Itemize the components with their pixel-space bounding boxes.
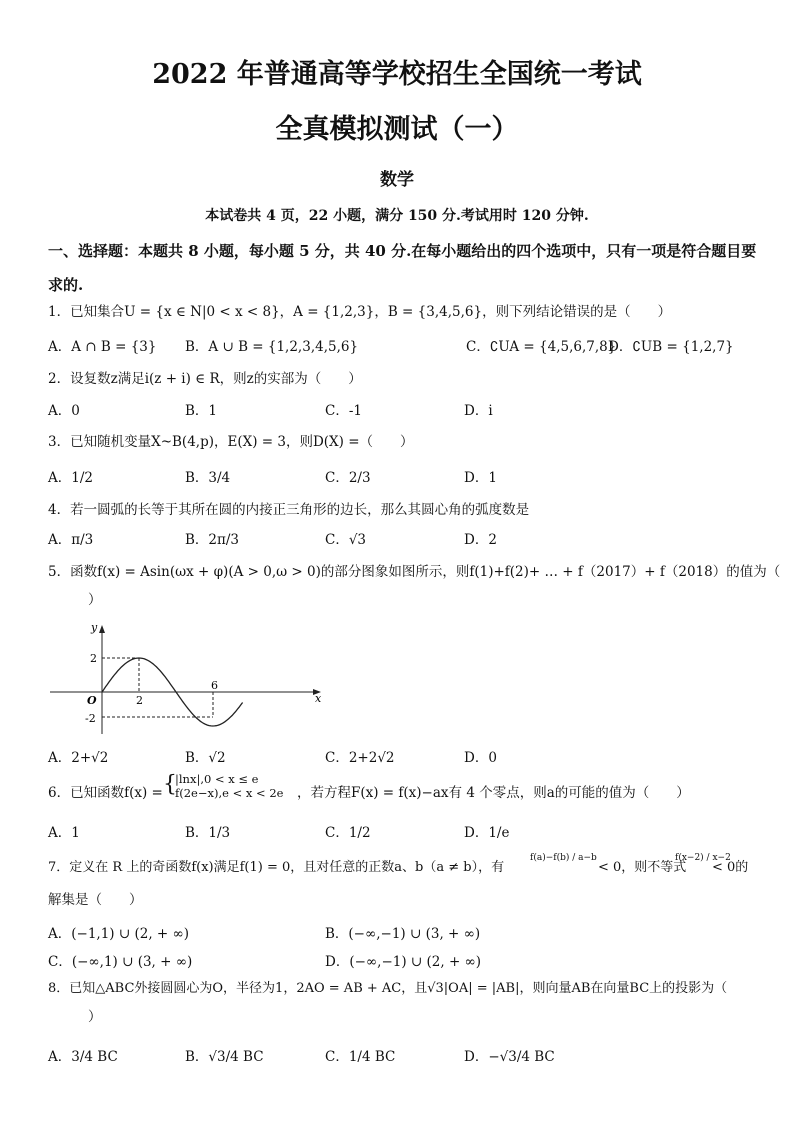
q3-option-a: A．1/2 — [48, 470, 93, 486]
q1-option-c: C．∁UA = {4,5,6,7,8} — [466, 339, 617, 355]
question-8-stem-close: ） — [88, 1009, 102, 1025]
question-7-stem-end: < 0的 — [712, 860, 749, 875]
exam-title: 2022 年普通高等学校招生全国统一考试 — [152, 59, 642, 90]
piece-1: |lnx|,0 < x ≤ e — [175, 772, 259, 786]
question-8-stem: 8．已知△ABC外接圆圆心为O，半径为1，2AO = AB + AC，且√3|OA| = |AB|，则向量AB在向量BC上的投影为（ — [48, 981, 728, 996]
q4-option-b: B．2π/3 — [185, 532, 240, 548]
q5-option-d: D．0 — [464, 750, 497, 766]
section-heading: 一、选择题：本题共 8 小题，每小题 5 分，共 40 分.在每小题给出的四个选项中，只有一项是符合题目要求的. — [48, 242, 757, 294]
piece-2: f(2e−x),e < x < 2e — [175, 786, 284, 800]
x-peak-label: 2 — [136, 694, 143, 707]
q2-option-d: D．i — [464, 403, 493, 419]
q2-option-b: B．1 — [185, 403, 218, 419]
question-6-stem-b: ，若方程F(x) = f(x)−ax有 4 个零点，则a的可能的值为（ ） — [297, 785, 690, 801]
q3-option-b: B．3/4 — [185, 470, 231, 486]
origin-label: O — [87, 694, 97, 707]
q3-option-c: C．2/3 — [325, 470, 371, 486]
q7-option-c: C．(−∞,1) ∪ (3, + ∞) — [48, 954, 193, 970]
q4-option-a: A．π/3 — [48, 532, 94, 548]
exam-subtitle: 全真模拟测试（一） — [275, 114, 519, 145]
exam-intro: 本试卷共 4 页，22 小题，满分 150 分.考试用时 120 分钟. — [205, 208, 589, 224]
question-2-stem: 2．设复数z满足i(z + i) ∈ R，则z的实部为（ ） — [48, 371, 362, 387]
x-trough-label: 6 — [211, 679, 218, 692]
subject-title: 数学 — [380, 170, 414, 190]
q1-option-b: B．A ∪ B = {1,2,3,4,5,6} — [185, 339, 359, 355]
q7-fraction-1: f(a)−f(b) / a−b — [530, 853, 597, 863]
q7-option-d: D．(−∞,−1) ∪ (2, + ∞) — [325, 954, 482, 970]
q8-option-d: D．−√3/4 BC — [464, 1049, 555, 1065]
q8-option-b: B．√3/4 BC — [185, 1049, 264, 1065]
question-4-stem: 4．若一圆弧的长等于其所在圆的内接正三角形的边长，那么其圆心角的弧度数是 — [48, 502, 530, 518]
question-7-stem: 7．定义在 R 上的奇函数f(x)满足f(1) = 0，且对任意的正数a、b（a ≠ b），有 — [48, 860, 505, 875]
question-7-stem-2: 解集是（ ） — [48, 892, 143, 908]
q1-option-d: D．∁UB = {1,2,7} — [608, 339, 734, 355]
y-axis-label: y — [91, 621, 98, 634]
q6-option-b: B．1/3 — [185, 825, 231, 841]
question-6-stem-a: 6．已知函数f(x) = — [48, 785, 163, 801]
sine-graph — [45, 618, 335, 738]
q5-option-b: B．√2 — [185, 750, 226, 766]
question-5-stem-close: ） — [88, 592, 102, 608]
q2-option-c: C．-1 — [325, 403, 362, 419]
q7-option-b: B．(−∞,−1) ∪ (3, + ∞) — [325, 926, 481, 942]
q5-option-a: A．2+√2 — [48, 750, 109, 766]
q3-option-d: D．1 — [464, 470, 497, 486]
y-min-label: -2 — [85, 712, 96, 725]
q4-option-c: C．√3 — [325, 532, 367, 548]
piecewise-brace: { — [163, 772, 177, 797]
q4-option-d: D．2 — [464, 532, 497, 548]
x-axis-label: x — [315, 692, 322, 705]
question-7-stem-mid: < 0，则不等式 — [598, 860, 687, 875]
y-max-label: 2 — [90, 652, 97, 665]
q7-option-a: A．(−1,1) ∪ (2, + ∞) — [48, 926, 190, 942]
q1-option-a: A．A ∩ B = {3} — [48, 339, 157, 355]
graph-y-arrow — [99, 625, 105, 633]
q8-option-c: C．1/4 BC — [325, 1049, 396, 1065]
q6-option-d: D．1/e — [464, 825, 510, 841]
q8-option-a: A．3/4 BC — [48, 1049, 118, 1065]
q6-option-c: C．1/2 — [325, 825, 371, 841]
question-3-stem: 3．已知随机变量X~B(4,p)，E(X) = 3，则D(X) =（ ） — [48, 434, 414, 450]
q7-fraction-2: f(x−2) / x−2 — [675, 853, 731, 863]
q6-option-a: A．1 — [48, 825, 80, 841]
q2-option-a: A．0 — [48, 403, 80, 419]
question-5-stem: 5．函数f(x) = Asin(ωx + φ)(A > 0,ω > 0)的部分图象如图所示，则f(1)+f(2)+ … + f（2017）+ f（2018）的值为（ — [48, 564, 781, 580]
question-1-stem: 1．已知集合U = {x ∈ N|0 < x < 8}，A = {1,2,3}，B = {3,4,5,6}，则下列结论错误的是（ ） — [48, 304, 672, 320]
q5-option-c: C．2+2√2 — [325, 750, 395, 766]
